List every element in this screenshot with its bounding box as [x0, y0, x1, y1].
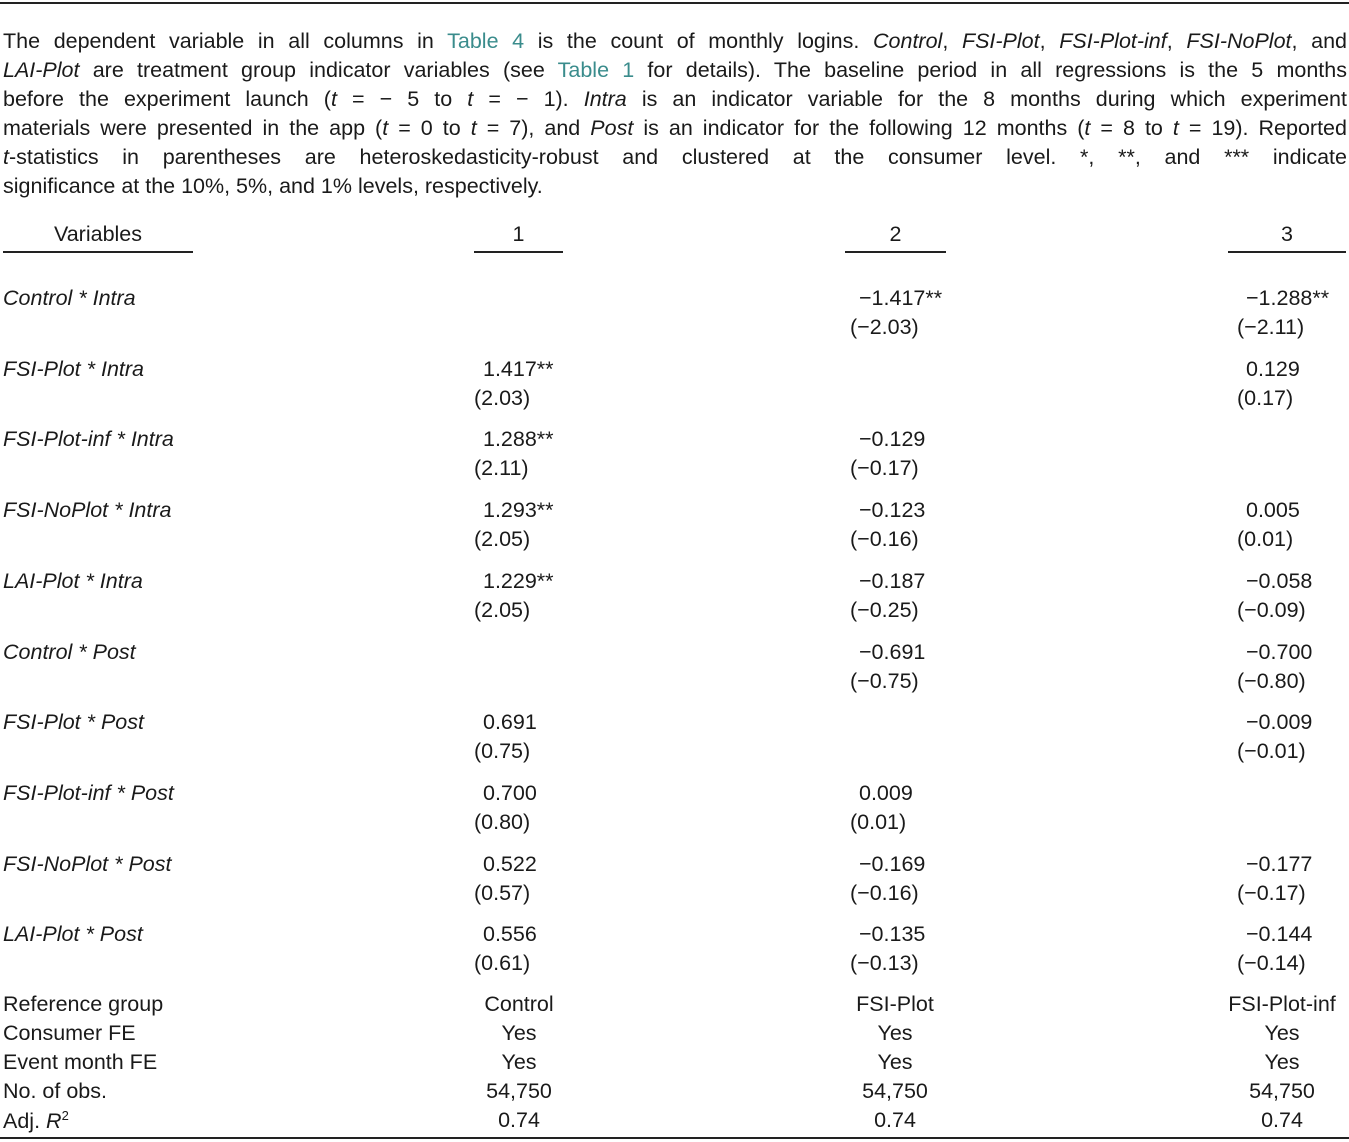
top-rule	[0, 2, 1349, 4]
italic-term: LAI-Plot	[3, 58, 80, 82]
coefficient-cell: −1.417**	[859, 286, 943, 310]
t-statistic-cell: (−0.17)	[1237, 880, 1306, 905]
t-statistic-cell: (2.03)	[474, 385, 531, 410]
footer-cell: 54,750	[862, 1079, 928, 1103]
footer-label: No. of obs.	[3, 1079, 107, 1103]
header-underline	[845, 251, 946, 253]
italic-term: t	[470, 116, 477, 140]
footer-label: Adj. $R^2$	[3, 1108, 69, 1134]
note-line: The dependent variable in all columns in Table 4 is the count of monthly logins. Control, FSI-Plot, FSI-Plot-inf, FSI-NoPlot, and	[3, 29, 1348, 53]
row-label: FSI-Plot-inf * Post	[3, 780, 174, 805]
row-label: LAI-Plot * Post	[3, 922, 143, 947]
italic-term: t	[382, 116, 389, 140]
footer-cell: Yes	[877, 1021, 913, 1045]
t-statistic-cell: (−0.01)	[1237, 739, 1306, 764]
t-statistic-cell: (2.05)	[474, 527, 531, 552]
coefficient-cell: 0.700	[483, 780, 537, 805]
coefficient-cell: −0.058	[1246, 568, 1313, 593]
footer-cell: 0.74	[498, 1108, 540, 1132]
note-line: materials were presented in the app (t = 0 to t = 7), and Post is an indicator for the following 12 months (t = 8 to t = 19). Reported	[3, 116, 1347, 140]
header-variables	[3, 221, 193, 253]
coefficient-cell: −0.691	[859, 639, 926, 664]
footer-cell: Control	[484, 992, 554, 1016]
header-underline	[474, 251, 563, 253]
header-underline	[1228, 251, 1346, 253]
t-statistic-cell: (0.01)	[850, 809, 907, 834]
t-statistic-cell: (−0.09)	[1237, 597, 1306, 622]
header-col3-label: 3	[1281, 222, 1293, 246]
coefficient-cell: −0.700	[1246, 639, 1313, 664]
t-statistic-cell: (0.17)	[1237, 385, 1294, 410]
row-label: Control * Post	[3, 639, 136, 664]
footer-cell: 54,750	[1249, 1079, 1315, 1103]
row-label: FSI-NoPlot * Post	[3, 851, 172, 876]
header-col1-label: 1	[512, 222, 525, 246]
footer-cell: 0.74	[874, 1108, 916, 1132]
table-note	[3, 27, 1347, 201]
header-col2	[845, 221, 946, 253]
italic-term: t	[330, 87, 337, 111]
coefficient-cell: −0.144	[1246, 922, 1313, 947]
row-label: FSI-Plot * Post	[3, 710, 144, 735]
coefficient-cell: 0.005	[1246, 498, 1300, 523]
note-line: before the experiment launch (t = − 5 to t = − 1). Intra is an indicator variable for the 8 months during which experiment	[3, 87, 1347, 111]
italic-term: t	[1172, 116, 1179, 140]
footer-cell: Yes	[501, 1021, 537, 1045]
bottom-rule	[0, 1137, 1349, 1139]
coefficient-cell: 0.009	[859, 780, 913, 805]
t-statistic-cell: (−2.11)	[1237, 315, 1305, 339]
t-statistic-cell: (−0.16)	[850, 880, 919, 905]
coefficient-cell: 1.293**	[483, 498, 554, 523]
row-label: FSI-NoPlot * Intra	[3, 498, 172, 523]
footer-cell: FSI-Plot-inf	[1228, 992, 1336, 1016]
t-statistic-cell: (0.57)	[474, 880, 531, 905]
t-statistic-cell: (−0.25)	[850, 597, 919, 622]
coefficient-cell: −0.135	[859, 922, 926, 947]
row-label: LAI-Plot * Intra	[3, 568, 143, 593]
italic-term: t	[3, 145, 9, 169]
coefficient-cell: −0.177	[1246, 851, 1313, 876]
footer-cell: 54,750	[486, 1079, 552, 1103]
coefficient-cell: −0.129	[859, 427, 926, 452]
header-variables-label: Variables	[53, 222, 143, 246]
header-col1	[474, 221, 563, 253]
t-statistic-cell: (0.75)	[474, 739, 531, 764]
coefficient-cell: 0.556	[483, 922, 537, 947]
coefficient-cell: −0.169	[859, 851, 926, 876]
t-statistic-cell: (0.01)	[1237, 527, 1294, 552]
italic-term: Control	[873, 29, 943, 53]
header-col2-label: 2	[889, 222, 902, 246]
coefficient-cell: −0.009	[1246, 710, 1313, 735]
t-statistic-cell: (−0.75)	[850, 668, 919, 693]
t-statistic-cell: (−2.03)	[850, 315, 919, 339]
table-reference-link[interactable]: Table 1	[557, 58, 635, 82]
table-reference-link[interactable]: Table 4	[447, 29, 525, 53]
row-label: Control * Intra	[3, 286, 136, 310]
coefficient-cell: 0.691	[483, 710, 537, 735]
t-statistic-cell: (−0.16)	[850, 527, 919, 552]
note-line: t-statistics in parentheses are heteroskedasticity-robust and clustered at the consumer level. *, **, and *** indicate	[3, 145, 1347, 169]
t-statistic-cell: (2.11)	[474, 456, 529, 481]
footer-cell: Yes	[1264, 1021, 1300, 1045]
coefficient-cell: −0.123	[859, 498, 926, 523]
coefficient-cell: 1.288**	[483, 427, 554, 452]
italic-term: FSI-NoPlot	[1186, 29, 1292, 53]
coefficient-cell: 1.229**	[483, 568, 554, 593]
footer-cell: 0.74	[1261, 1108, 1303, 1132]
footer-cell: Yes	[501, 1050, 537, 1074]
note-line: LAI-Plot are treatment group indicator variables (see Table 1 for details). The baseline period in all regressions is the 5 months	[3, 58, 1347, 82]
italic-term: FSI-Plot	[961, 29, 1040, 53]
t-statistic-cell: (−0.17)	[850, 456, 919, 481]
italic-term: t	[467, 87, 474, 111]
italic-term: FSI-Plot-inf	[1059, 29, 1167, 53]
footer-label: Consumer FE	[3, 1021, 136, 1045]
header-col3	[1228, 221, 1346, 253]
t-statistic-cell: (−0.13)	[850, 951, 919, 976]
italic-term: Post	[590, 116, 634, 140]
coefficient-cell: −1.288**	[1246, 286, 1330, 310]
header-underline	[3, 251, 193, 253]
italic-term: Intra	[583, 87, 627, 111]
t-statistic-cell: (−0.14)	[1237, 951, 1306, 976]
footer-cell: FSI-Plot	[856, 992, 934, 1016]
coefficient-cell: 1.417**	[483, 356, 554, 381]
footer-cell: Yes	[877, 1050, 913, 1074]
coefficient-cell: −0.187	[859, 568, 926, 593]
row-label: FSI-Plot-inf * Intra	[3, 427, 174, 452]
t-statistic-cell: (2.05)	[474, 597, 531, 622]
row-label: FSI-Plot * Intra	[3, 356, 144, 381]
coefficient-cell: 0.129	[1246, 356, 1300, 381]
t-statistic-cell: (0.61)	[474, 951, 531, 976]
italic-term: t	[1084, 116, 1091, 140]
footer-cell: Yes	[1264, 1050, 1300, 1074]
footer-label: Reference group	[3, 992, 164, 1016]
coefficient-cell: 0.522	[483, 851, 537, 876]
note-line: significance at the 10%, 5%, and 1% levels, respectively.	[3, 174, 543, 198]
footer-label: Event month FE	[3, 1050, 158, 1074]
t-statistic-cell: (−0.80)	[1237, 668, 1306, 693]
t-statistic-cell: (0.80)	[474, 809, 531, 834]
